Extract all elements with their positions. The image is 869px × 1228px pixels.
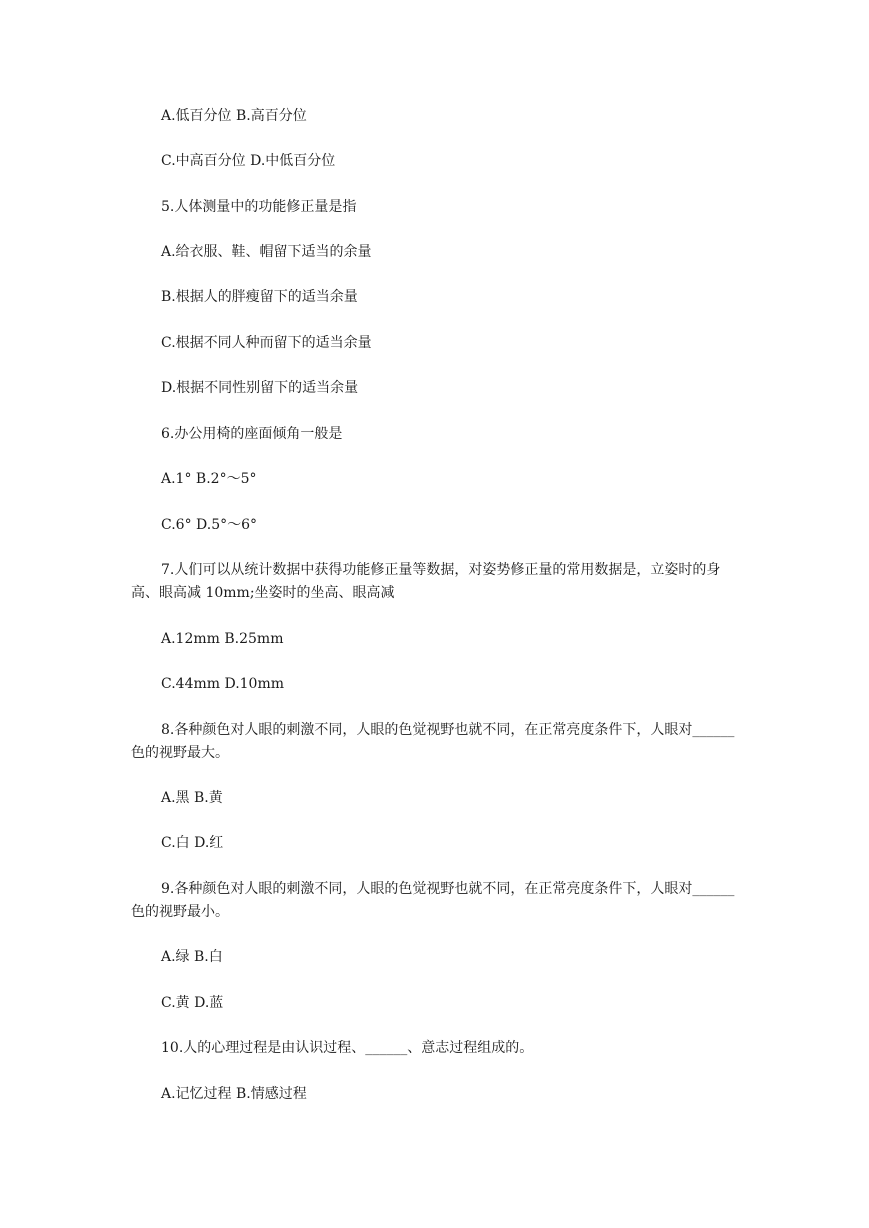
q8-options-cd: C.白 D.红 [161, 835, 224, 851]
q5-question: 5.人体测量中的功能修正量是指 [161, 199, 357, 215]
q9-options-cd: C.黄 D.蓝 [161, 995, 224, 1011]
q6-options-cd: C.6° D.5°～6° [161, 517, 258, 533]
q8-question: 8.各种颜色对人眼的刺激不同，人眼的色觉视野也就不同，在正常亮度条件下，人眼对______色的视野最大。 [131, 722, 735, 761]
q7-question: 7.人们可以从统计数据中获得功能修正量等数据，对姿势修正量的常用数据是，立姿时的身高、眼高减 10mm;坐姿时的坐高、眼高减 [131, 562, 721, 601]
q7-options-cd: C.44mm D.10mm [161, 676, 285, 692]
q10-question: 10.人的心理过程是由认识过程、______、意志过程组成的。 [161, 1040, 534, 1056]
q5-option-a: A.给衣服、鞋、帽留下适当的余量 [161, 244, 372, 260]
q7-options-ab: A.12mm B.25mm [161, 631, 284, 647]
q6-question: 6.办公用椅的座面倾角一般是 [161, 426, 343, 442]
q9-options-ab: A.绿 B.白 [161, 949, 223, 965]
q10-options-ab: A.记忆过程 B.情感过程 [161, 1086, 307, 1102]
q5-option-c: C.根据不同人种而留下的适当余量 [161, 335, 372, 351]
q4-options-ab: A.低百分位 B.高百分位 [161, 108, 307, 124]
q5-option-b: B.根据人的胖瘦留下的适当余量 [161, 289, 358, 305]
q5-option-d: D.根据不同性别留下的适当余量 [161, 380, 359, 396]
q6-options-ab: A.1° B.2°～5° [161, 471, 257, 487]
q4-options-cd: C.中高百分位 D.中低百分位 [161, 153, 336, 169]
q9-question: 9.各种颜色对人眼的刺激不同，人眼的色觉视野也就不同，在正常亮度条件下，人眼对______色的视野最小。 [131, 881, 735, 920]
q8-options-ab: A.黑 B.黄 [161, 790, 223, 806]
